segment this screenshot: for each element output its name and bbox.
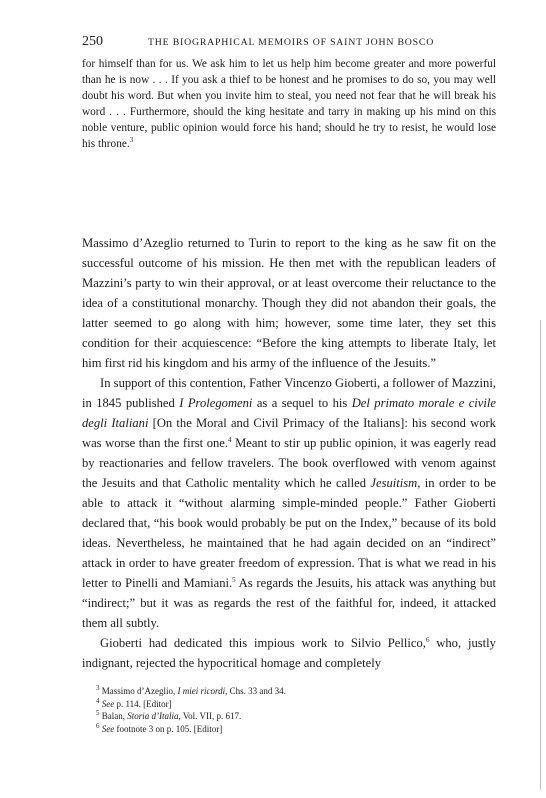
title-prolegomeni: I Prolegomeni [179, 396, 253, 410]
quote-paragraph [82, 56, 496, 152]
p2-text-c: [On the Moral and Civil Primacy of the Italians]: his second work was worse than the first one. [82, 416, 496, 450]
paragraph-1: Massimo d’Azeglio returned to Turin to report to the king as he saw fit on the successful outcome of his mission. He then met with the republican leaders of Mazzini’s party to win their approval, or at least overcome their reluctance to the idea of a constitutional monarchy. Though they did not abandon their goals, the latter seemed to go along with him; however, some time later, they set this condition for their acquiescence: “Before the king attempts to liberate Italy, let him first rid his kingdom and his army of the influence of the Jesuits.” [82, 236, 496, 370]
footnote-text: p. 114. [Editor] [114, 698, 172, 709]
running-head: THE BIOGRAPHICAL MEMOIRS OF SAINT JOHN BOSCO [148, 37, 435, 48]
paragraph-3 [82, 633, 496, 673]
footnote [96, 685, 476, 698]
footnote-text: Balan, [101, 711, 128, 721]
footnote [96, 698, 476, 711]
p3-text-b: who, justly indignant, rejected the hypocritical homage and completely [82, 636, 496, 670]
footnote-ref-6: 6 [425, 635, 430, 644]
footnote-text: footnote 3 on p. 105. [Editor] [114, 723, 223, 734]
footnote-italic: See [101, 698, 115, 709]
footnote-ref-3: 3 [129, 136, 134, 145]
footnote [96, 723, 476, 736]
page-number: 250 [82, 34, 103, 49]
footnote-number: 4 [96, 696, 100, 705]
title-del-primato: Del primato morale e civile degli Italiani [82, 396, 496, 430]
quote-text: for himself than for us. We ask him to let us help him become greater and more powerful than he is now . . . If you ask a thief to be honest and he promises to do so, you may well doubt his word. But when you invite him to steal, you need not fear that he will break his word . . . Furthermore, should the king hesitate and tarry in making up his mind on this noble venture, public opinion would force his hand; should he try to resist, he would lose his throne. [82, 58, 496, 150]
footnote [96, 710, 476, 723]
p2-text-a: In support of this contention, Father Vincenzo Gioberti, a follower of Mazzini, in 1845 published [82, 376, 496, 410]
block-quote [82, 56, 496, 152]
footnote-number: 5 [96, 709, 100, 717]
footnote-text: Massimo d’Azeglio, [101, 686, 178, 696]
footnote-ref-5: 5 [232, 575, 236, 584]
footnote-text: , Vol. VII, p. 617. [178, 711, 242, 721]
footnote-text: , Chs. 33 and 34. [225, 686, 286, 696]
footnote-number: 3 [96, 684, 100, 692]
paragraph-2 [82, 373, 496, 633]
footnote-ref-4: 4 [228, 435, 232, 444]
footnote-italic: See [101, 723, 115, 734]
p2-text-e: , in order to be able to attack it “without alarming simple-minded people.” Father Gioberti declared that, “his book would probably be put on the Index,” because of its bold ideas. Nevertheless, he maintained that he had again decided on an “indirect” attack in order to have greater freedom of expression. That is what we read in his letter to Pinelli and Mamiani. [82, 476, 496, 590]
footnote-italic: I miei ricordi [177, 686, 226, 696]
p3-text-a: Gioberti had dedicated this impious work to Silvio Pellico, [100, 636, 426, 650]
footnote-italic: Storia d’Italia [127, 711, 179, 721]
footnote-number: 6 [96, 721, 100, 730]
p2-text-d: Meant to stir up public opinion, it was eagerly read by reactionaries and fellow travelers. The book overflowed with venom against the Jesuits and that Catholic mentality which he called [82, 436, 497, 490]
body-text [82, 233, 496, 673]
p2-text-f: As regards the Jesuits, his attack was anything but “indirect;” but it was as regards the rest of the faithful for, indeed, it attacked them all subtly. [82, 576, 496, 630]
page-header [82, 34, 502, 54]
footnotes [96, 685, 476, 735]
term-jesuitism: Jesuitism [370, 476, 418, 490]
scan-edge-line [540, 320, 541, 790]
p2-text-b: as a sequel to his [252, 396, 352, 410]
